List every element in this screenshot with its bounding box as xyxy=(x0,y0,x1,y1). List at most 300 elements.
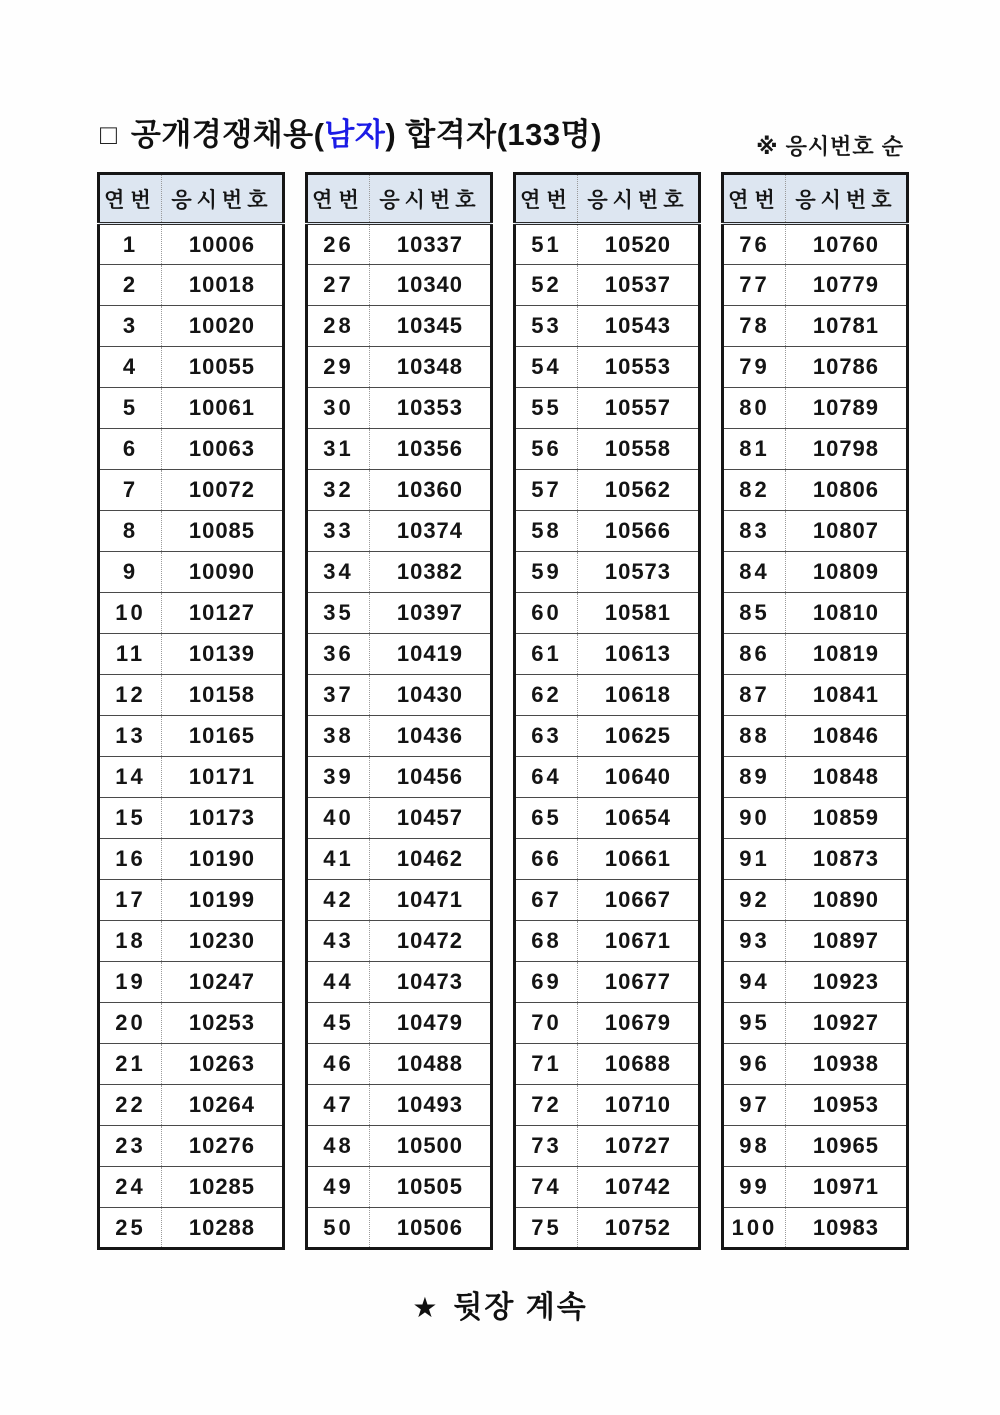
seq-cell: 92 xyxy=(723,880,786,921)
seq-cell: 71 xyxy=(515,1044,578,1085)
table-row xyxy=(515,1208,700,1249)
table-row xyxy=(99,470,284,511)
exam-number-cell: 10971 xyxy=(785,1167,907,1208)
exam-number-cell: 10573 xyxy=(577,552,699,593)
document-title xyxy=(100,119,602,150)
exam-number-cell: 10807 xyxy=(785,511,907,552)
seq-cell: 95 xyxy=(723,1003,786,1044)
exam-number-cell: 10276 xyxy=(161,1126,283,1167)
exam-number-cell: 10173 xyxy=(161,798,283,839)
seq-cell: 81 xyxy=(723,429,786,470)
seq-cell: 54 xyxy=(515,347,578,388)
exam-number-cell: 10789 xyxy=(785,388,907,429)
seq-cell: 77 xyxy=(723,265,786,306)
exam-number-cell: 10841 xyxy=(785,675,907,716)
table-row xyxy=(99,347,284,388)
table-row xyxy=(307,552,492,593)
table-row xyxy=(307,429,492,470)
table-row xyxy=(723,429,908,470)
exam-number-cell: 10348 xyxy=(369,347,491,388)
exam-number-cell: 10374 xyxy=(369,511,491,552)
table-row xyxy=(99,511,284,552)
table-row xyxy=(307,1167,492,1208)
table-row xyxy=(515,962,700,1003)
table-row xyxy=(307,224,492,265)
seq-cell: 47 xyxy=(307,1085,370,1126)
table-row xyxy=(307,388,492,429)
table-row xyxy=(723,1208,908,1249)
table-row xyxy=(307,839,492,880)
seq-cell: 62 xyxy=(515,675,578,716)
table-row xyxy=(307,798,492,839)
seq-cell: 82 xyxy=(723,470,786,511)
exam-number-cell: 10809 xyxy=(785,552,907,593)
seq-cell: 40 xyxy=(307,798,370,839)
exam-number-cell: 10566 xyxy=(577,511,699,552)
seq-header-cell: 연번 xyxy=(515,174,578,224)
seq-cell: 30 xyxy=(307,388,370,429)
exam-number-cell: 10505 xyxy=(369,1167,491,1208)
seq-cell: 84 xyxy=(723,552,786,593)
table-row xyxy=(515,716,700,757)
seq-cell: 42 xyxy=(307,880,370,921)
seq-cell: 44 xyxy=(307,962,370,1003)
exam-number-cell: 10661 xyxy=(577,839,699,880)
table-row xyxy=(307,880,492,921)
seq-cell: 70 xyxy=(515,1003,578,1044)
seq-cell: 100 xyxy=(723,1208,786,1249)
exam-number-cell: 10090 xyxy=(161,552,283,593)
exam-number-cell: 10558 xyxy=(577,429,699,470)
table-row xyxy=(515,388,700,429)
table-row xyxy=(515,1003,700,1044)
seq-cell: 29 xyxy=(307,347,370,388)
table-row xyxy=(307,1003,492,1044)
exam-number-cell: 10890 xyxy=(785,880,907,921)
exam-number-cell: 10557 xyxy=(577,388,699,429)
seq-cell: 36 xyxy=(307,634,370,675)
exam-number-cell: 10553 xyxy=(577,347,699,388)
exam-number-cell: 10654 xyxy=(577,798,699,839)
candidate-table-1 xyxy=(97,172,285,1250)
table-row xyxy=(723,634,908,675)
seq-cell: 9 xyxy=(99,552,162,593)
table-row xyxy=(515,1126,700,1167)
table-row xyxy=(723,306,908,347)
seq-cell: 89 xyxy=(723,757,786,798)
seq-cell: 68 xyxy=(515,921,578,962)
exam-number-cell: 10190 xyxy=(161,839,283,880)
exam-number-cell: 10781 xyxy=(785,306,907,347)
exam-number-cell: 10345 xyxy=(369,306,491,347)
seq-cell: 38 xyxy=(307,716,370,757)
exam-number-cell: 10500 xyxy=(369,1126,491,1167)
table-row xyxy=(99,388,284,429)
table-row xyxy=(515,429,700,470)
table-row xyxy=(99,921,284,962)
seq-cell: 67 xyxy=(515,880,578,921)
star-icon: ★ xyxy=(412,1292,440,1323)
exam-number-cell: 10798 xyxy=(785,429,907,470)
seq-cell: 90 xyxy=(723,798,786,839)
exam-number-cell: 10846 xyxy=(785,716,907,757)
exam-number-cell: 10340 xyxy=(369,265,491,306)
exam-number-cell: 10742 xyxy=(577,1167,699,1208)
seq-cell: 98 xyxy=(723,1126,786,1167)
exam-number-cell: 10727 xyxy=(577,1126,699,1167)
table-row xyxy=(99,962,284,1003)
table-row xyxy=(99,306,284,347)
table-row xyxy=(307,1208,492,1249)
seq-cell: 39 xyxy=(307,757,370,798)
seq-cell: 19 xyxy=(99,962,162,1003)
seq-cell: 20 xyxy=(99,1003,162,1044)
exam-number-cell: 10264 xyxy=(161,1085,283,1126)
seq-cell: 58 xyxy=(515,511,578,552)
exam-number-cell: 10337 xyxy=(396,231,464,257)
table-row xyxy=(307,675,492,716)
seq-cell: 88 xyxy=(723,716,786,757)
table-row xyxy=(515,552,700,593)
seq-cell: 8 xyxy=(99,511,162,552)
exam-number-cell: 10543 xyxy=(577,306,699,347)
seq-cell: 57 xyxy=(515,470,578,511)
table-row xyxy=(515,880,700,921)
seq-cell: 46 xyxy=(307,1044,370,1085)
table-row xyxy=(723,1003,908,1044)
number-header-cell: 응시번호 xyxy=(785,174,907,224)
table-row xyxy=(99,224,284,265)
table-header-row xyxy=(515,174,700,224)
exam-number-cell: 10625 xyxy=(577,716,699,757)
seq-cell: 45 xyxy=(307,1003,370,1044)
exam-number-cell: 10873 xyxy=(785,839,907,880)
table-row xyxy=(515,839,700,880)
seq-cell: 53 xyxy=(515,306,578,347)
seq-cell: 78 xyxy=(723,306,786,347)
tables-container xyxy=(97,172,909,1250)
seq-cell: 65 xyxy=(515,798,578,839)
table-row xyxy=(515,347,700,388)
exam-number-cell: 10806 xyxy=(785,470,907,511)
table-row xyxy=(723,675,908,716)
table-row xyxy=(723,593,908,634)
candidate-table-3 xyxy=(513,172,701,1250)
table-row xyxy=(515,921,700,962)
table-row xyxy=(723,1085,908,1126)
exam-number-cell: 10430 xyxy=(369,675,491,716)
exam-number-cell: 10061 xyxy=(161,388,283,429)
exam-number-cell: 10819 xyxy=(785,634,907,675)
seq-cell: 83 xyxy=(723,511,786,552)
seq-cell: 85 xyxy=(723,593,786,634)
table-row xyxy=(723,1126,908,1167)
exam-number-cell: 10020 xyxy=(161,306,283,347)
exam-number-cell: 10581 xyxy=(577,593,699,634)
exam-number-cell: 10165 xyxy=(161,716,283,757)
exam-number-cell: 10471 xyxy=(369,880,491,921)
table-row xyxy=(99,839,284,880)
table-row xyxy=(307,306,492,347)
seq-cell: 94 xyxy=(723,962,786,1003)
table-row xyxy=(723,470,908,511)
exam-number-cell: 10810 xyxy=(785,593,907,634)
seq-cell: 7 xyxy=(99,470,162,511)
seq-cell: 52 xyxy=(515,265,578,306)
seq-cell: 25 xyxy=(99,1208,162,1249)
seq-cell: 66 xyxy=(515,839,578,880)
exam-number-cell: 10562 xyxy=(577,470,699,511)
table-row xyxy=(307,470,492,511)
seq-cell: 12 xyxy=(99,675,162,716)
table-row xyxy=(99,1167,284,1208)
exam-number-cell: 10983 xyxy=(785,1208,907,1249)
seq-cell: 76 xyxy=(723,224,786,265)
seq-cell: 49 xyxy=(307,1167,370,1208)
seq-cell: 48 xyxy=(307,1126,370,1167)
seq-header-cell: 연번 xyxy=(99,174,162,224)
exam-number-cell: 10199 xyxy=(161,880,283,921)
exam-number-cell: 10677 xyxy=(577,962,699,1003)
exam-number-cell: 10848 xyxy=(785,757,907,798)
exam-number-cell: 10436 xyxy=(369,716,491,757)
seq-header-cell: 연번 xyxy=(307,174,370,224)
seq-cell: 14 xyxy=(99,757,162,798)
table-row xyxy=(99,1003,284,1044)
seq-cell: 24 xyxy=(99,1167,162,1208)
exam-number-cell: 10488 xyxy=(369,1044,491,1085)
seq-cell: 50 xyxy=(307,1208,370,1249)
table-row xyxy=(307,716,492,757)
seq-cell: 31 xyxy=(307,429,370,470)
title-part1: 공개경쟁채용( xyxy=(130,117,325,152)
seq-cell: 91 xyxy=(723,839,786,880)
number-header-cell: 응시번호 xyxy=(577,174,699,224)
table-row xyxy=(99,265,284,306)
exam-number-cell: 10613 xyxy=(577,634,699,675)
table-row xyxy=(723,511,908,552)
seq-cell: 18 xyxy=(99,921,162,962)
table-row xyxy=(723,921,908,962)
seq-cell: 41 xyxy=(307,839,370,880)
table-row xyxy=(99,1126,284,1167)
seq-cell: 63 xyxy=(515,716,578,757)
exam-number-cell: 10063 xyxy=(161,429,283,470)
table-row xyxy=(307,265,492,306)
table-row xyxy=(99,880,284,921)
seq-cell: 73 xyxy=(515,1126,578,1167)
seq-cell: 13 xyxy=(99,716,162,757)
footer-label: 뒷장 계속 xyxy=(453,1291,588,1324)
table-row xyxy=(307,511,492,552)
seq-cell: 51 xyxy=(515,224,578,265)
seq-cell: 55 xyxy=(515,388,578,429)
seq-cell: 21 xyxy=(99,1044,162,1085)
seq-cell: 35 xyxy=(307,593,370,634)
exam-number-cell: 10938 xyxy=(785,1044,907,1085)
seq-cell: 11 xyxy=(99,634,162,675)
table-row xyxy=(307,347,492,388)
exam-number-cell: 10230 xyxy=(161,921,283,962)
number-header-cell: 응시번호 xyxy=(369,174,491,224)
sort-order-note: ※ 응시번호 순 xyxy=(756,134,904,159)
table-row xyxy=(723,265,908,306)
table-row xyxy=(723,962,908,1003)
seq-cell: 4 xyxy=(99,347,162,388)
seq-cell: 96 xyxy=(723,1044,786,1085)
table-row xyxy=(723,757,908,798)
seq-cell: 15 xyxy=(99,798,162,839)
table-row xyxy=(723,552,908,593)
seq-cell: 60 xyxy=(515,593,578,634)
exam-number-cell: 10263 xyxy=(161,1044,283,1085)
seq-cell: 99 xyxy=(723,1167,786,1208)
seq-cell: 2 xyxy=(99,265,162,306)
exam-number-cell: 10965 xyxy=(785,1126,907,1167)
table-row xyxy=(515,593,700,634)
exam-number-cell: 10752 xyxy=(577,1208,699,1249)
candidate-table-4 xyxy=(721,172,909,1250)
table-row xyxy=(99,634,284,675)
seq-cell: 69 xyxy=(515,962,578,1003)
candidate-table-2 xyxy=(305,172,493,1250)
seq-cell: 43 xyxy=(307,921,370,962)
table-row xyxy=(723,1167,908,1208)
exam-number-cell: 10618 xyxy=(577,675,699,716)
seq-cell: 80 xyxy=(723,388,786,429)
seq-cell: 17 xyxy=(99,880,162,921)
number-header-cell: 응시번호 xyxy=(161,174,283,224)
table-row xyxy=(99,1044,284,1085)
exam-number-cell: 10710 xyxy=(577,1085,699,1126)
footer-note xyxy=(0,1282,1000,1326)
table-row xyxy=(515,470,700,511)
table-row xyxy=(99,675,284,716)
exam-number-cell: 10473 xyxy=(369,962,491,1003)
table-row xyxy=(307,757,492,798)
exam-number-cell: 10786 xyxy=(785,347,907,388)
exam-number-cell: 10397 xyxy=(369,593,491,634)
exam-number-cell: 10859 xyxy=(785,798,907,839)
table-row xyxy=(515,757,700,798)
seq-cell: 16 xyxy=(99,839,162,880)
exam-number-cell: 10072 xyxy=(161,470,283,511)
table-row xyxy=(515,224,700,265)
exam-number-cell: 10537 xyxy=(577,265,699,306)
exam-number-cell: 10382 xyxy=(369,552,491,593)
table-row xyxy=(515,1044,700,1085)
seq-cell: 22 xyxy=(99,1085,162,1126)
exam-number-cell: 10923 xyxy=(785,962,907,1003)
table-header-row xyxy=(723,174,908,224)
table-row xyxy=(307,1085,492,1126)
table-row xyxy=(723,224,908,265)
exam-number-cell: 10779 xyxy=(785,265,907,306)
table-row xyxy=(99,552,284,593)
seq-cell: 75 xyxy=(515,1208,578,1249)
seq-cell: 3 xyxy=(99,306,162,347)
seq-header-cell: 연번 xyxy=(723,174,786,224)
seq-cell: 32 xyxy=(307,470,370,511)
table-row xyxy=(723,880,908,921)
exam-number-cell: 10253 xyxy=(161,1003,283,1044)
table-row xyxy=(99,1208,284,1249)
seq-cell: 1 xyxy=(99,224,162,265)
exam-number-cell: 10927 xyxy=(785,1003,907,1044)
seq-cell: 87 xyxy=(723,675,786,716)
exam-number-cell: 10897 xyxy=(785,921,907,962)
table-row xyxy=(723,1044,908,1085)
exam-number-cell: 10456 xyxy=(369,757,491,798)
exam-number-cell: 10158 xyxy=(161,675,283,716)
title-part2: ) 합격자(133명) xyxy=(385,117,602,152)
table-row xyxy=(515,675,700,716)
table-row xyxy=(307,593,492,634)
exam-number-cell: 10018 xyxy=(161,265,283,306)
seq-cell: 33 xyxy=(307,511,370,552)
table-row xyxy=(723,798,908,839)
exam-number-cell: 10760 xyxy=(812,231,880,257)
exam-number-cell: 10127 xyxy=(161,593,283,634)
seq-cell: 74 xyxy=(515,1167,578,1208)
table-row xyxy=(515,634,700,675)
seq-cell: 61 xyxy=(515,634,578,675)
seq-cell: 34 xyxy=(307,552,370,593)
exam-number-cell: 10506 xyxy=(369,1208,491,1249)
table-row xyxy=(515,265,700,306)
table-row xyxy=(515,798,700,839)
title-highlight: 남자 xyxy=(324,117,386,152)
exam-number-cell: 10285 xyxy=(161,1167,283,1208)
table-row xyxy=(99,798,284,839)
seq-cell: 72 xyxy=(515,1085,578,1126)
title-text xyxy=(131,119,602,150)
exam-number-cell: 10457 xyxy=(369,798,491,839)
seq-cell: 10 xyxy=(99,593,162,634)
seq-cell: 64 xyxy=(515,757,578,798)
seq-cell: 79 xyxy=(723,347,786,388)
table-row xyxy=(723,388,908,429)
seq-cell: 37 xyxy=(307,675,370,716)
exam-number-cell: 10353 xyxy=(369,388,491,429)
table-row xyxy=(99,593,284,634)
exam-number-cell: 10679 xyxy=(577,1003,699,1044)
exam-number-cell: 10953 xyxy=(785,1085,907,1126)
exam-number-cell: 10288 xyxy=(161,1208,283,1249)
table-row xyxy=(723,347,908,388)
exam-number-cell: 10247 xyxy=(161,962,283,1003)
table-row xyxy=(307,634,492,675)
table-row xyxy=(307,1044,492,1085)
seq-cell: 5 xyxy=(99,388,162,429)
table-header-row xyxy=(99,174,284,224)
exam-number-cell: 10139 xyxy=(161,634,283,675)
exam-number-cell: 10479 xyxy=(369,1003,491,1044)
exam-number-cell: 10462 xyxy=(369,839,491,880)
seq-cell: 93 xyxy=(723,921,786,962)
seq-cell: 27 xyxy=(307,265,370,306)
exam-number-cell: 10171 xyxy=(161,757,283,798)
seq-cell: 26 xyxy=(307,224,370,265)
table-row xyxy=(515,1167,700,1208)
seq-cell: 6 xyxy=(99,429,162,470)
checkbox-bullet-icon: □ xyxy=(100,118,117,150)
table-row xyxy=(307,1126,492,1167)
seq-cell: 28 xyxy=(307,306,370,347)
exam-number-cell: 10472 xyxy=(369,921,491,962)
seq-cell: 23 xyxy=(99,1126,162,1167)
table-row xyxy=(99,429,284,470)
